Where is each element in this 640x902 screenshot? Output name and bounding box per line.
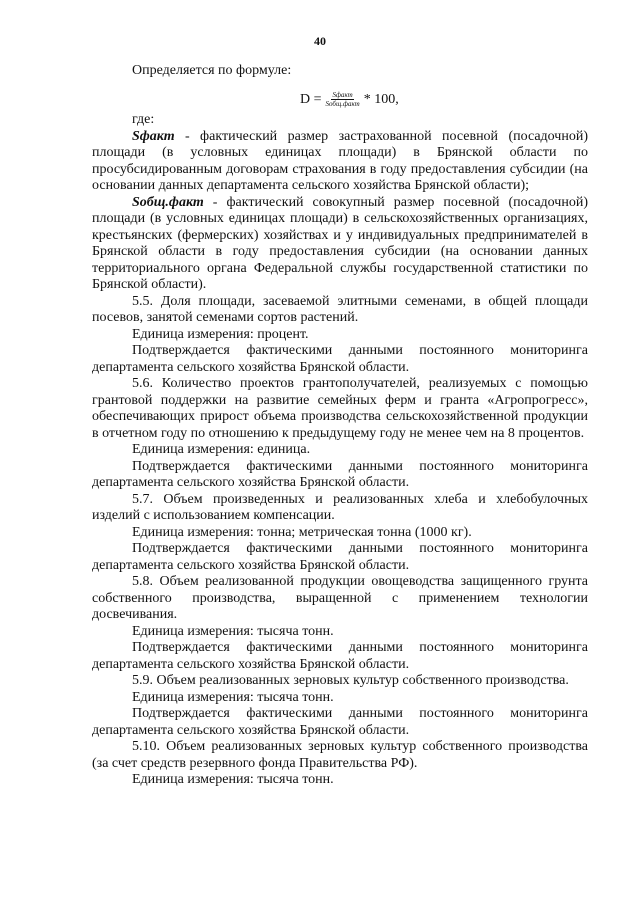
- formula-fraction: [325, 91, 361, 108]
- paragraph-5-6: 5.6. Количество проектов грантополучателей, реализуемых с помощью грантовой поддержки на развитие семейных ферм и гранта «Агропрогресс», обеспечивающих прирост объема производства сельскохозяйственной продукции в отчетном году по отношению к предыдущему году не менее чем на 8 процентов.: [92, 376, 588, 441]
- confirmation-line: Подтверждается фактическими данными постоянного мониторинга департамента сельского хозяйства Брянской области.: [92, 541, 588, 573]
- confirmation-line: Подтверждается фактическими данными постоянного мониторинга департамента сельского хозяйства Брянской области.: [92, 343, 588, 375]
- confirmation-line: Подтверждается фактическими данными постоянного мониторинга департамента сельского хозяйства Брянской области.: [92, 458, 588, 490]
- formula-tail: * 100,: [363, 91, 399, 107]
- unit-line: Единица измерения: единица.: [132, 442, 311, 457]
- confirmation-line: Подтверждается фактическими данными постоянного мониторинга департамента сельского хозяйства Брянской области.: [92, 640, 588, 672]
- formula-numerator: Sфакт: [332, 91, 353, 99]
- formula-lhs: D =: [300, 91, 322, 107]
- where-label: где:: [132, 112, 155, 127]
- formula-intro: Определяется по формуле:: [132, 63, 292, 78]
- unit-line: Единица измерения: тонна; метрическая тонна (1000 кг).: [132, 524, 472, 540]
- definition-text: - фактический размер застрахованной посевной (посадочной) площади (в условных единицах площади) в Брянской области по просубсидированным договорам страхования в году предоставления субсидии (на основании данных департамента сельского хозяйства Брянской области);: [92, 128, 588, 193]
- definition-sfact: [92, 129, 588, 195]
- paragraph-5-9: 5.9. Объем реализованных зерновых культур собственного производства.: [132, 673, 569, 688]
- unit-line: Единица измерения: тысяча тонн.: [132, 772, 334, 787]
- confirmation-line: Подтверждается фактическими данными постоянного мониторинга департамента сельского хозяйства Брянской области.: [92, 706, 588, 738]
- definition-term: Sфакт: [132, 128, 175, 144]
- paragraph-5-7: 5.7. Объем произведенных и реализованных хлеба и хлебобулочных изделий с использованием компенсации.: [92, 491, 588, 523]
- paragraph-5-8: 5.8. Объем реализованной продукции овощеводства защищенного грунта собственного производства, выращенной с применением технологии досвечивания.: [92, 574, 588, 622]
- page-number: 40: [314, 34, 326, 48]
- paragraph-5-10: 5.10. Объем реализованных зерновых культур собственного производства (за счет средств резервного фонда Правительства РФ).: [92, 739, 588, 771]
- formula-denominator: Sобщ.факт: [325, 100, 360, 108]
- definition-sobsh: [92, 195, 588, 294]
- unit-line: Единица измерения: тысяча тонн.: [132, 689, 334, 705]
- unit-line: Единица измерения: тысяча тонн.: [132, 623, 334, 639]
- definition-text: - фактический совокупный размер посевной (посадочной) площади (в условных единицах площади) в сельскохозяйственных организациях, крестьянских (фермерских) хозяйствах и у индивидуальных предпринимателей в Брянской области в году предоставления субсидии (на основании данных территориального органа Федеральной службы государственной статистики по Брянской области).: [92, 194, 588, 292]
- formula: [300, 91, 399, 108]
- document-body: [92, 112, 588, 789]
- paragraph-5-5: 5.5. Доля площади, засеваемой элитными семенами, в общей площади посевов, занятой семенами сортов растений.: [92, 293, 588, 325]
- definition-term: Sобщ.факт: [132, 194, 204, 210]
- unit-line: Единица измерения: процент.: [132, 326, 309, 342]
